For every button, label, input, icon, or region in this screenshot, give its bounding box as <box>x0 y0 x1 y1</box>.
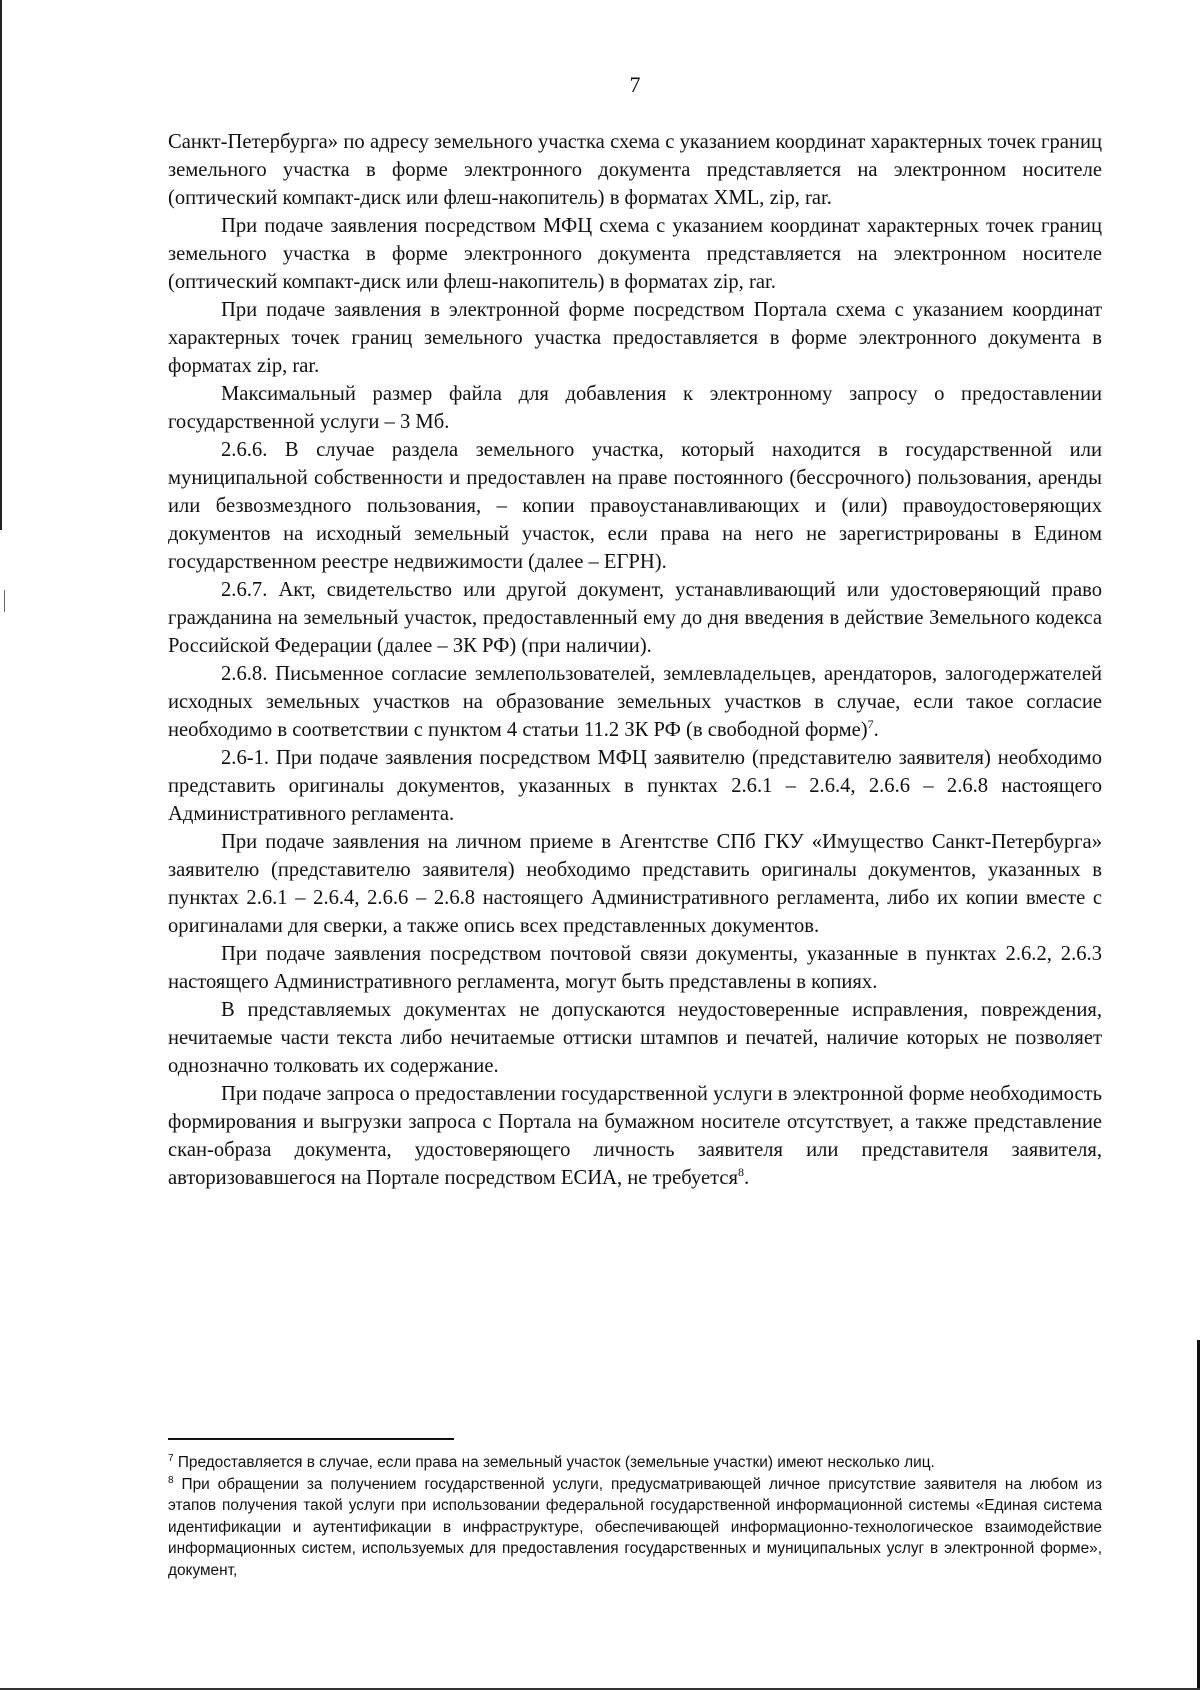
paragraph-corrections: В представляемых документах не допускаются неудостоверенные исправления, повреждения, нечитаемые части текста либо нечитаемые оттиски штампов и печатей, наличие которых не позволяет однозначно толковать их содержание. <box>168 999 1102 1077</box>
paragraph-electronic-request: При подаче запроса о предоставлении государственной услуги в электронной форме необходимость формирования и выгрузки запроса с Портала на бумажном носителе отсутствует, а также представление скан-образа документа, удостоверяющего личность заявителя или представителя заявителя, авторизовавшегося на Портале посредством ЕСИА, не требуется$^8$. <box>168 1083 1102 1189</box>
paragraph-2-6-6: 2.6.6. В случае раздела земельного участка, который находится в государственной или муниципальной собственности и предоставлен на праве постоянного (бессрочного) пользования, аренды или безвозмездного пользования, – копии правоустанавливающих и (или) правоудостоверяющих документов на исходный земельный участок, если права на него не зарегистрированы в Едином государственном реестре недвижимости (далее – ЕГРН). <box>168 439 1102 573</box>
footnote-marker: 8 <box>168 1474 174 1486</box>
paragraph-2-6-1: 2.6-1. При подаче заявления посредством МФЦ заявителю (представителю заявителя) необходимо представить оригиналы документов, указанных в пунктах 2.6.1 – 2.6.4, 2.6.6 – 2.6.8 настоящего Административного регламента. <box>168 747 1102 825</box>
paragraph-continuation: Санкт-Петербурга» по адресу земельного участка схема с указанием координат характерных точек границ земельного участка в форме электронного документа представляется на электронном носителе (оптический компакт-диск или флеш-накопитель) в форматах XML, zip, rar. <box>168 131 1102 209</box>
paragraph-max-file-size: Максимальный размер файла для добавления к электронному запросу о предоставлении государственной услуги – 3 Мб. <box>168 383 1102 433</box>
footnote-separator <box>168 1438 454 1440</box>
paragraph-portal-scheme: При подаче заявления в электронной форме посредством Портала схема с указанием координат характерных точек границ земельного участка предоставляется в форме электронного документа в форматах zip, rar. <box>168 299 1102 377</box>
paragraph-2-6-8: 2.6.8. Письменное согласие землепользователей, землевладельцев, арендаторов, залогодержателей исходных земельных участков на образование земельных участков в случае, если такое согласие необходимо в соответствии с пунктом 4 статьи 11.2 ЗК РФ (в свободной форме)$^7$. <box>168 663 1102 741</box>
footnote-marker: 7 <box>168 1452 174 1464</box>
footnote-7: $^7$ Предоставляется в случае, если права на земельный участок (земельные участки) имеют несколько лиц. <box>168 1452 935 1471</box>
paragraph-postal: При подаче заявления посредством почтовой связи документы, указанные в пунктах 2.6.2, 2.6.3 настоящего Административного регламента, могут быть представлены в копиях. <box>168 943 1102 993</box>
footnotes <box>168 1452 1102 1581</box>
paragraph-personal-visit: При подаче заявления на личном приеме в Агентстве СПб ГКУ «Имущество Санкт-Петербурга» заявителю (представителю заявителя) необходимо представить оригиналы документов, указанных в пунктах 2.6.1 – 2.6.4, 2.6.6 – 2.6.8 настоящего Административного регламента, либо их копии вместе с оригиналами для сверки, а также опись всех представленных документов. <box>168 831 1102 937</box>
footnote-ref-8[interactable]: 8 <box>737 1165 744 1180</box>
page-number: 7 <box>629 72 641 97</box>
footnote-8: $^8$ При обращении за получением государственной услуги, предусматривающей личное присутствие заявителя на любом из этапов получения такой услуги при использовании федеральной государственной информационной системы «Единая система идентификации и аутентификации в инфраструктуре, обеспечивающей информационно-технологическое взаимодействие информационных систем, используемых для предоставления государственных и муниципальных услуг в электронной форме», документ, <box>168 1474 1102 1579</box>
scan-mark <box>4 590 5 612</box>
paragraph-mfc-scheme: При подаче заявления посредством МФЦ схема с указанием координат характерных точек границ земельного участка в форме электронного документа представляется на электронном носителе (оптический компакт-диск или флеш-накопитель) в форматах zip, rar. <box>168 215 1102 293</box>
paragraph-2-6-7: 2.6.7. Акт, свидетельство или другой документ, устанавливающий или удостоверяющий право гражданина на земельный участок, предоставленный ему до дня введения в действие Земельного кодекса Российской Федерации (далее – ЗК РФ) (при наличии). <box>168 579 1102 657</box>
footnote-ref-7[interactable]: 7 <box>867 717 874 732</box>
document-body <box>168 128 1102 1192</box>
